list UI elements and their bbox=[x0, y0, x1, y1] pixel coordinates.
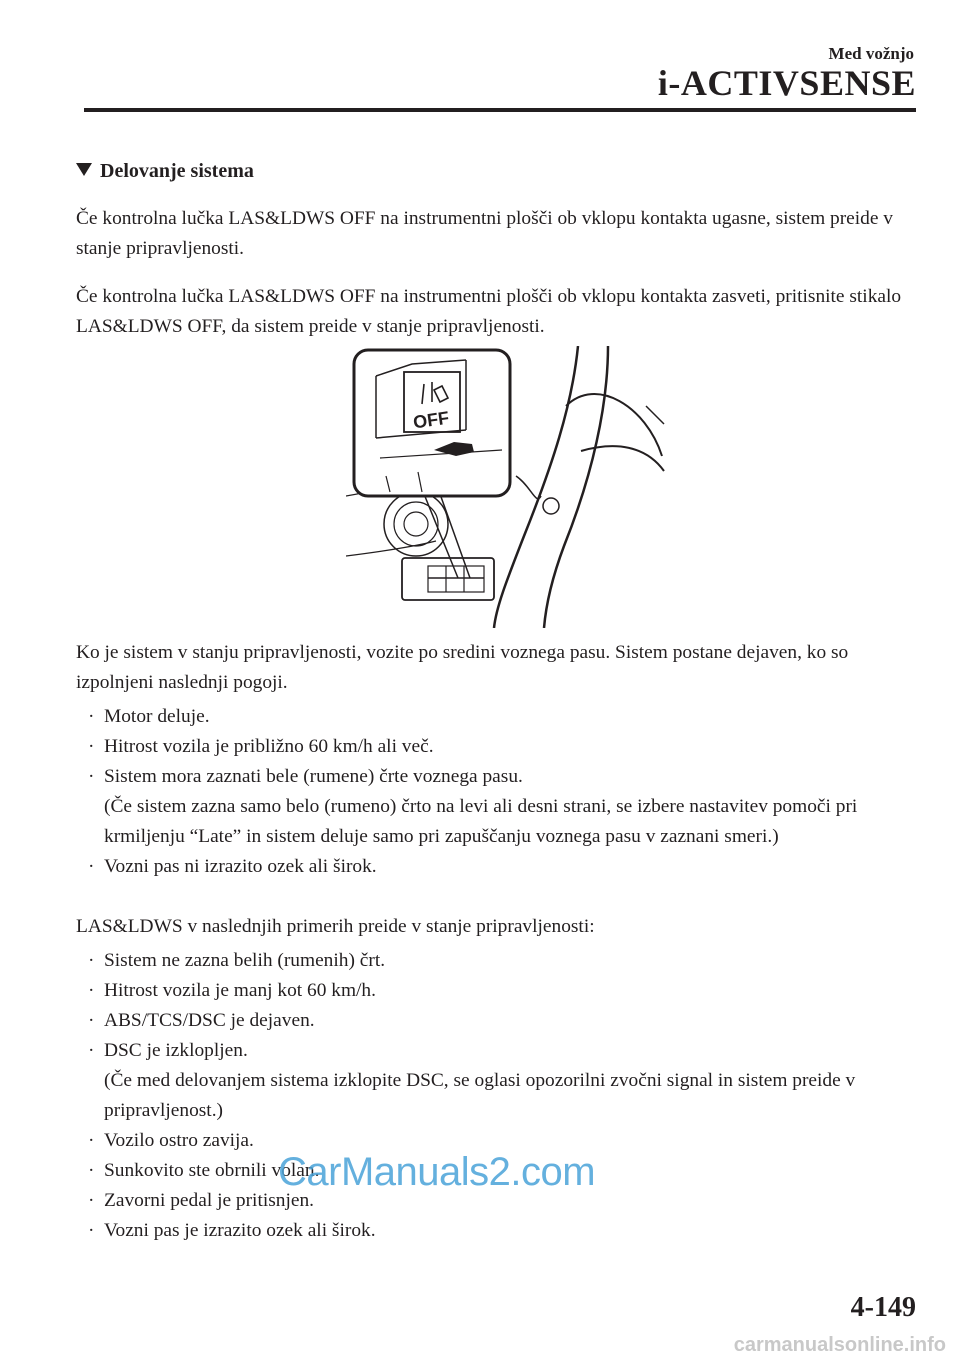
paragraph-4: LAS&LDWS v naslednjih primerih preide v stanje pripravljenosti: bbox=[76, 916, 595, 937]
list-item: · Sistem ne zazna belih (rumenih) črt. bbox=[76, 946, 916, 976]
site-watermark[interactable]: carmanualsonline.info bbox=[733, 1334, 946, 1356]
steering-switch-drawing bbox=[346, 346, 666, 628]
list-note: (Če sistem zazna samo belo (rumeno) črto na levi ali desni strani, se izbere nastavitev pomoči pri krmiljenju “Late” in sistem deluje samo pri zapuščanju voznega pasu v zaznani smeri.) bbox=[104, 796, 858, 847]
list-item: · Vozni pas ni izrazito ozek ali širok. bbox=[76, 852, 916, 882]
off-switch-label: OFF bbox=[411, 407, 451, 433]
list-item: · Vozilo ostro zavija. bbox=[76, 1126, 916, 1156]
standby-list bbox=[76, 946, 916, 1246]
list-item: · Hitrost vozila je manj kot 60 km/h. bbox=[76, 976, 916, 1006]
section-heading-text: Delovanje sistema bbox=[100, 160, 254, 182]
list-item: · Hitrost vozila je približno 60 km/h ali več. bbox=[76, 732, 916, 762]
list-item: · Sunkovito ste obrnili volan. bbox=[76, 1156, 916, 1186]
paragraph-2: Če kontrolna lučka LAS&LDWS OFF na instrumentni plošči ob vklopu kontakta zasveti, pritisnite stikalo LAS&LDWS OFF, da sistem preide v stanje pripravljenosti. bbox=[76, 286, 902, 337]
paragraph-1: Če kontrolna lučka LAS&LDWS OFF na instrumentni plošči ob vklopu kontakta ugasne, sistem preide v stanje pripravljenosti. bbox=[76, 208, 893, 259]
conditions-list bbox=[76, 702, 916, 882]
list-item: · DSC je izklopljen. bbox=[76, 1036, 916, 1066]
list-item: · ABS/TCS/DSC je dejaven. bbox=[76, 1006, 916, 1036]
page-content bbox=[76, 156, 916, 1246]
section-heading bbox=[76, 156, 916, 186]
list-item: · Vozni pas je izrazito ozek ali širok. bbox=[76, 1216, 916, 1246]
watermark[interactable]: CarManuals2.com bbox=[278, 1150, 596, 1194]
header-rule bbox=[84, 108, 916, 112]
list-item: · Zavorni pedal je pritisnjen. bbox=[76, 1186, 916, 1216]
list-item: · Sistem mora zaznati bele (rumene) črte voznega pasu. bbox=[76, 762, 916, 792]
triangle-bullet-icon bbox=[76, 163, 92, 176]
switch-illustration bbox=[346, 346, 666, 628]
page-number: 4-149 bbox=[850, 1292, 916, 1323]
header-title: i-ACTIVSENSE bbox=[657, 63, 916, 103]
list-item: · Motor deluje. bbox=[76, 702, 916, 732]
paragraph-3: Ko je sistem v stanju pripravljenosti, vozite po sredini voznega pasu. Sistem postane dejaven, ko so izpolnjeni naslednji pogoji. bbox=[76, 642, 849, 693]
header-section: Med vožnjo bbox=[828, 44, 914, 63]
list-note: (Če med delovanjem sistema izklopite DSC, se oglasi opozorilni zvočni signal in sistem preide v pripravljenost.) bbox=[104, 1070, 856, 1121]
